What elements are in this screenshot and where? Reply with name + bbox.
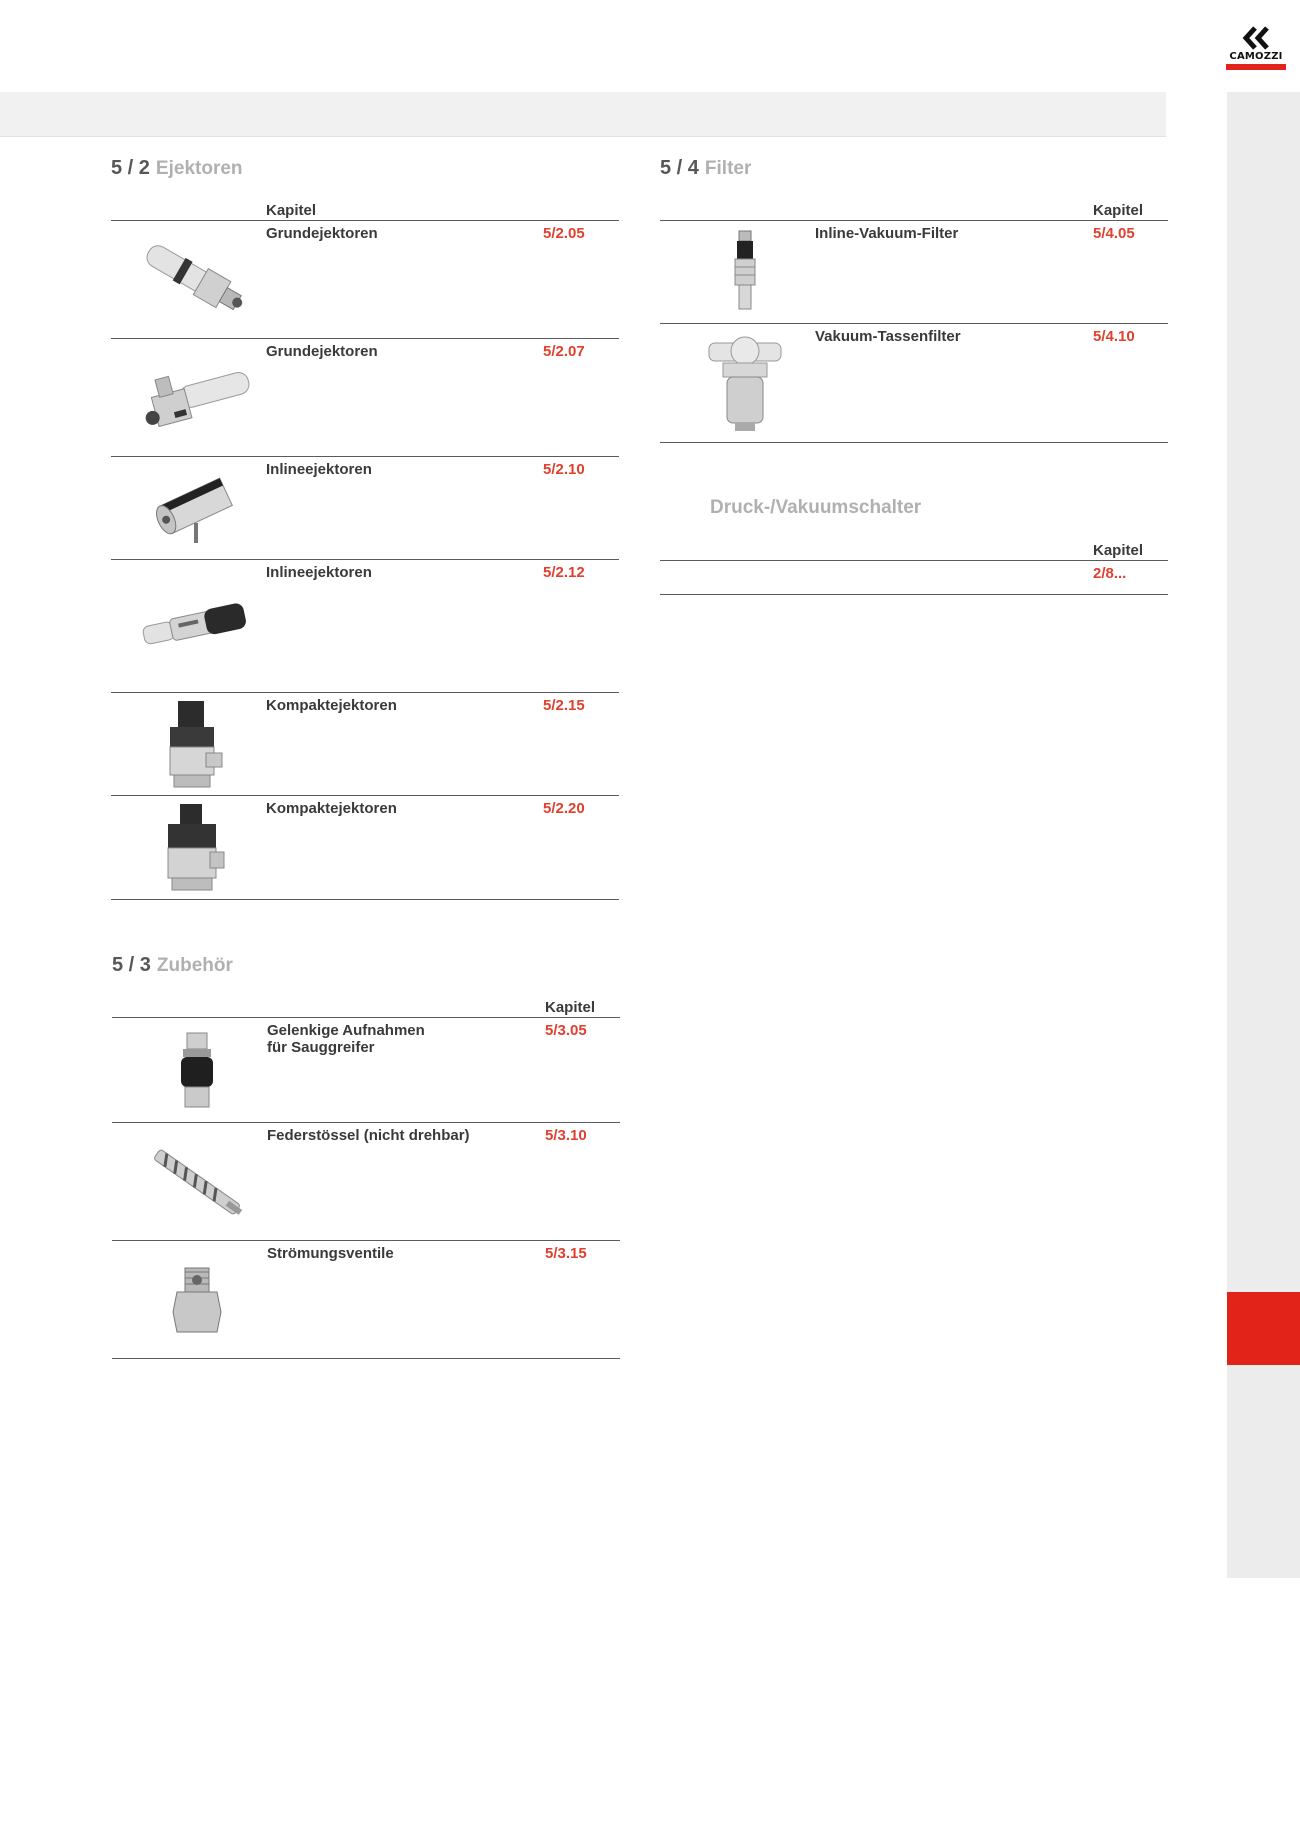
table-row[interactable] <box>660 324 1168 443</box>
row-ref-link[interactable]: 5/2.20 <box>543 800 585 817</box>
row-ref-link[interactable]: 5/2.07 <box>543 343 585 360</box>
row-ref-link[interactable]: 5/2.10 <box>543 461 585 478</box>
table-row[interactable] <box>111 457 619 560</box>
ejector-tube-icon <box>111 225 281 334</box>
schalter-table <box>660 560 1168 595</box>
table-row[interactable] <box>111 560 619 693</box>
row-name-line: für Sauggreifer <box>267 1039 375 1056</box>
inline-ejector-cylinder-icon <box>111 564 281 688</box>
column-header-kapitel: Kapitel <box>1093 202 1144 219</box>
row-ref-link[interactable]: 5/3.05 <box>545 1022 587 1039</box>
row-ref-link[interactable]: 5/4.10 <box>1093 328 1135 345</box>
section-schalter <box>660 497 1168 595</box>
zubehoer-table <box>112 1017 620 1359</box>
camozzi-logo-icon <box>1242 26 1270 50</box>
camozzi-logo <box>1224 26 1288 76</box>
section-zubehoer <box>112 954 620 1359</box>
column-header-kapitel: Kapitel <box>266 202 317 219</box>
section-number: 5 / 3 <box>112 954 151 976</box>
row-ref-link[interactable]: 5/2.15 <box>543 697 585 714</box>
table-row[interactable] <box>112 1241 620 1359</box>
row-name: Grundejektoren <box>266 225 378 242</box>
table-row[interactable] <box>112 1018 620 1123</box>
inline-ejector-block-icon <box>111 461 281 555</box>
ejector-angled-icon <box>111 343 281 452</box>
section-heading <box>112 954 620 980</box>
column-header-row <box>112 999 620 1017</box>
spring-plunger-icon <box>112 1127 282 1236</box>
header-band <box>0 92 1166 137</box>
section-title: Zubehör <box>156 955 233 976</box>
column-header-kapitel: Kapitel <box>1093 542 1144 559</box>
compact-ejector-icon <box>111 800 281 895</box>
section-title: Ejektoren <box>155 158 243 179</box>
column-header-row <box>660 202 1168 220</box>
row-name: Inline-Vakuum-Filter <box>815 225 959 242</box>
section-heading <box>660 157 1168 183</box>
row-ref-link[interactable]: 2/8... <box>1093 565 1127 582</box>
cup-filter-icon <box>660 328 830 438</box>
row-ref-link[interactable]: 5/3.10 <box>545 1127 587 1144</box>
table-row[interactable] <box>111 796 619 900</box>
row-ref-link[interactable]: 5/3.15 <box>545 1245 587 1262</box>
row-name: Inlineejektoren <box>266 564 372 581</box>
row-name: Vakuum-Tassenfilter <box>815 328 961 345</box>
row-name <box>267 1022 425 1056</box>
compact-ejector-icon <box>111 697 281 791</box>
section-title: Filter <box>704 158 752 179</box>
column-header-row <box>660 542 1168 560</box>
table-row[interactable] <box>111 693 619 796</box>
logo-red-bar <box>1226 64 1286 70</box>
section-heading <box>111 157 619 183</box>
ejektoren-table <box>111 220 619 900</box>
inline-filter-icon <box>660 225 830 319</box>
row-name-line: Gelenkige Aufnahmen <box>267 1022 425 1039</box>
row-name: Grundejektoren <box>266 343 378 360</box>
logo-wordmark: CAMOZZI <box>1229 51 1283 62</box>
section-number: 5 / 2 <box>111 157 150 179</box>
row-name: Kompaktejektoren <box>266 697 397 714</box>
table-row[interactable] <box>111 221 619 339</box>
section-ejektoren <box>111 157 619 900</box>
row-name: Inlineejektoren <box>266 461 372 478</box>
column-header-kapitel: Kapitel <box>545 999 596 1016</box>
chapter-tab-marker[interactable] <box>1227 1292 1300 1365</box>
column-header-row <box>111 202 619 220</box>
row-ref-link[interactable]: 5/2.05 <box>543 225 585 242</box>
section-filter <box>660 157 1168 443</box>
section-number: 5 / 4 <box>660 157 699 179</box>
section-title: Druck-/Vakuumschalter <box>710 497 922 518</box>
row-name: Kompaktejektoren <box>266 800 397 817</box>
table-row[interactable] <box>660 561 1168 595</box>
row-name: Federstössel (nicht drehbar) <box>267 1127 470 1144</box>
table-row[interactable] <box>111 339 619 457</box>
row-ref-link[interactable]: 5/2.12 <box>543 564 585 581</box>
filter-table <box>660 220 1168 443</box>
table-row[interactable] <box>112 1123 620 1241</box>
joint-holder-icon <box>112 1022 282 1118</box>
row-ref-link[interactable]: 5/4.05 <box>1093 225 1135 242</box>
table-row[interactable] <box>660 221 1168 324</box>
flow-valve-icon <box>112 1245 282 1354</box>
row-name: Strömungsventile <box>267 1245 394 1262</box>
